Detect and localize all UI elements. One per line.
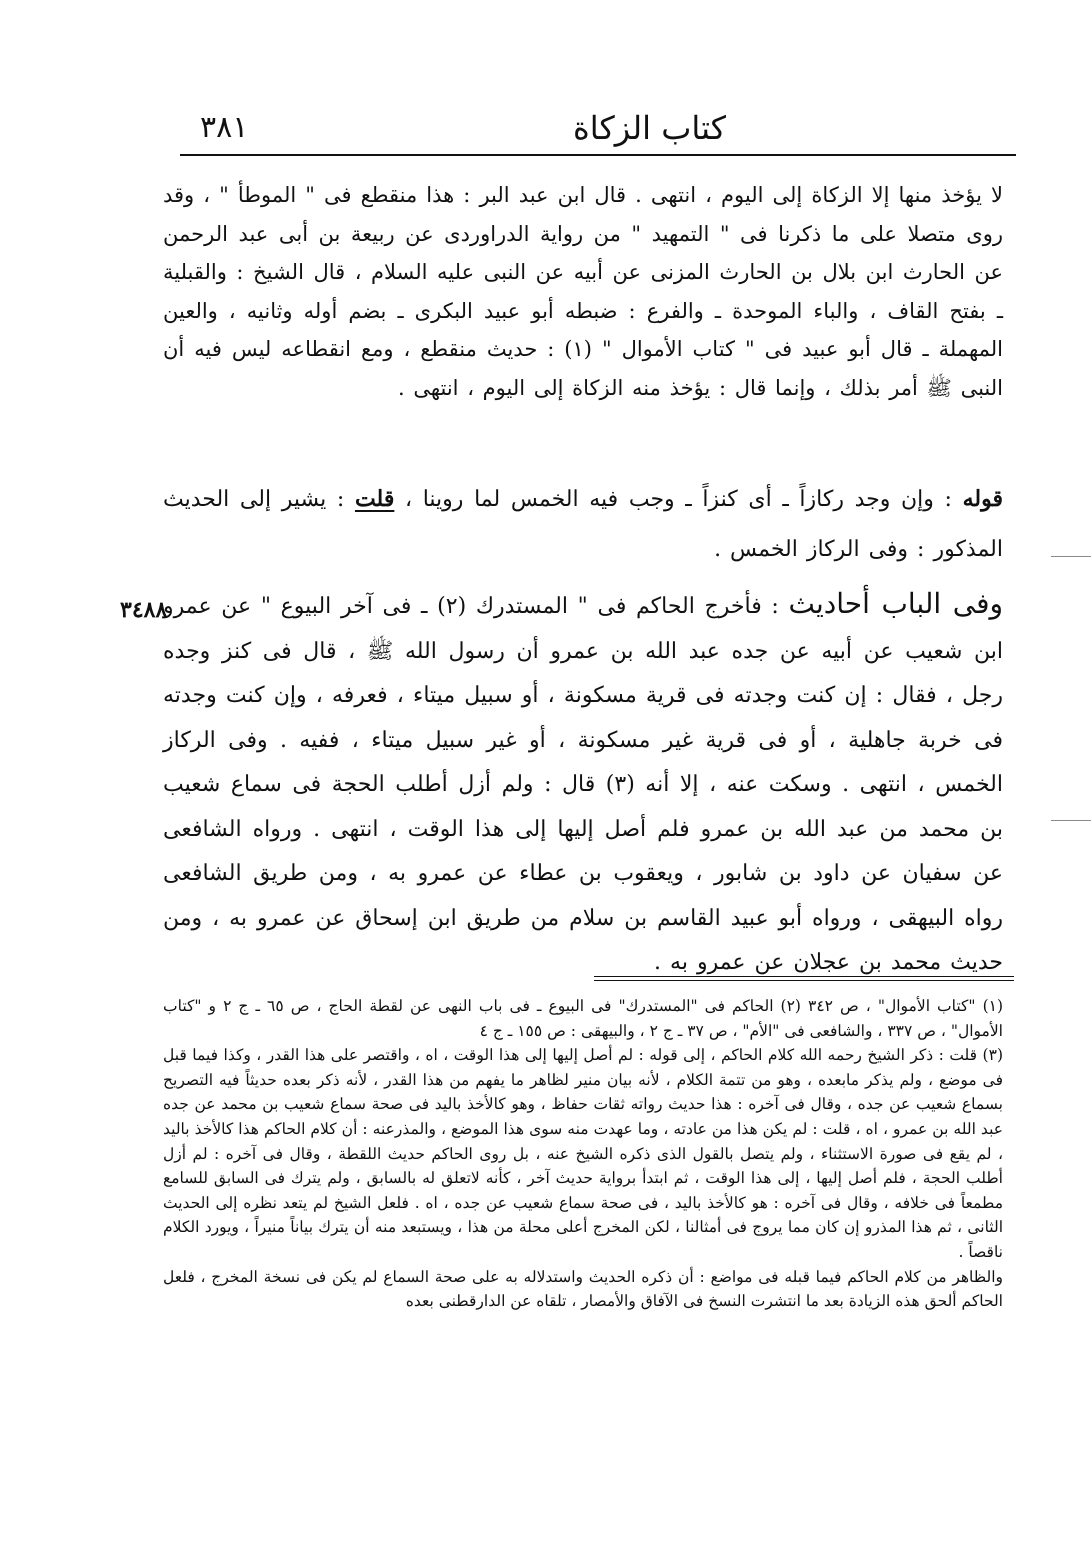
- page-title: كتاب الزكاة: [573, 109, 726, 147]
- paragraph-2: [163, 474, 1003, 575]
- footnote-3-continued: والظاهر من كلام الحاكم فيما قبله فى مواضع : أن ذكره الحديث واستدلاله به على صحة السماع لم يكن فى نسخة المخرج ، فلعل الحاكم ألحق هذه الزيادة بعد ما انتشرت النسخ فى الآفاق والأمصار ، تلقاه عن الدارقطنى بعده: [163, 1267, 1003, 1311]
- footnote-1-2: (١) "كتاب الأموال" ، ص ٣٤٢ (٢) الحاكم فى "المستدرك" فى البيوع ـ فى باب النهى عن لقطة الحاج ، ص ٦٥ ـ ج ٢ و "كتاب الأموال" ، ص ٣٣٧ ، والشافعى فى "الأم" ، ص ٣٧ ـ ج ٢ ، والبيهقى : ص ١٥٥ ـ ج ٤: [163, 997, 1004, 1040]
- paragraph-1: لا يؤخذ منها إلا الزكاة إلى اليوم ، انتهى . قال ابن عبد البر : هذا منقطع فى " الموطأ " ، وقد روى متصلا على ما ذكرنا فى " التمهيد " من رواية الدراوردى عن ربيعة بن أبى عبد الرحمن عن الحارث ابن بلال بن الحارث المزنى عن أبيه عن النبى عليه السلام ، قال الشيخ : والقبلية ـ بفتح القاف ، والباء الموحدة ـ والفرع : ضبطه أبو عبيد البكرى ـ بضم أوله وثانيه ، والعين المهملة ـ قال أبو عبيد فى " كتاب الأموال " (١) : حديث منقطع ، ومع انقطاعه ليس فيه أن النبى ﷺ أمر بذلك ، وإنما قال : يؤخذ منه الزكاة إلى اليوم ، انتهى .: [163, 183, 1003, 400]
- footnote-3: (٣) قلت : ذكر الشيخ رحمه الله كلام الحاكم ، إلى قوله : لم أصل إليها إلى هذا الوقت ، اه ، واقتصر على هذا القدر ، وكذا فيما قبل فى موضع ، ولم يذكر مابعده ، وهو من تتمة الكلام ، لأنه بيان منير لظاهر ما يفهم من هذا القدر ، لأنه ذكر بعده حديثاً فيه التصريح بسماع شعيب عن جده ، وقال فى آخره : هذا حديث رواته ثقات حفاظ ، وهو كالأخذ باليد فى صحة سماع شعيب بن محمد عن جده عبد الله بن عمرو ، اه ، قلت : لم يكن هذا من عادته ، وما عهدت منه سوى هذا الموضع ، والمذرعنه : أن كلام الحاكم هذا كالأخذ باليد ، لم يقع فى صورة الاستثناء ، ولم يتصل بالقول الذى ذكره الشيخ عنه ، بل روى الحاكم حديث اللقطة ، وقال فى آخره : لم أزل أطلب الحجة ، فلم أصل إليها ، إلى هذا الوقت ، ثم ابتدأ برواية حديث آخر ، كأنه لاتعلق له بالسابق ، ولم يترك فى السابق للسامع مطمعاً فى خلافه ، وقال فى آخره : هو كالأخذ باليد ، فى صحة سماع شعيب عن جده ، اه . فلعل الشيخ لم يتعد نظره إلى الحديث الثانى ، ثم هذا المذرو إن كان مما يروج فى أمثالنا ، لكن المخرج أعلى محلة من هذا ، ويستبعد منه أن يترك بياناً منيراً ، ويورد الكلام ناقصاً .: [163, 1046, 1003, 1261]
- running-head: [180, 104, 1016, 152]
- scan-edge-mark: [1051, 820, 1091, 821]
- paragraph-3-text: : فأخرج الحاكم فى " المستدرك (٢) ـ فى آخر البيوع " عن عمرو ابن شعيب عن أبيه عن جده عبد الله بن عمرو أن رسول الله ﷺ ، قال فى كنز وجده رجل ، فقال : إن كنت وجدته فى قرية مسكونة ، أو سبيل ميتاء ، فعرفه ، وإن كنت وجدته فى خربة جاهلية ، أو فى قرية غير مسكونة ، أو غير سبيل ميتاء ، ففيه . وفى الركاز الخمس ، انتهى . وسكت عنه ، إلا أنه (٣) قال : ولم أزل أطلب الحجة فى سماع شعيب بن محمد من عبد الله بن عمرو فلم أصل إليها إلى هذا الوقت ، انتهى . ورواه الشافعى عن سفيان عن داود بن شابور ، ويعقوب بن عطاء عن عمرو به ، ومن طريق الشافعى رواه البيهقى ، ورواه أبو عبيد القاسم بن سلام من طريق ابن إسحاق عن عمرو به ، ومن حديث محمد بن عجلان عن عمرو به .: [163, 594, 1003, 975]
- footnotes: [163, 994, 1003, 1314]
- paragraph-2-label: قوله: [962, 486, 1003, 512]
- page-number: ٣٨١: [200, 110, 249, 145]
- header-rule: [180, 154, 1016, 156]
- paragraph-2-text-a: : وإن وجد ركازاً ـ أى كنزاً ـ وجب فيه الخمس لما روينا ،: [394, 487, 963, 512]
- qalat-keyword: قلت: [354, 486, 395, 512]
- paragraph-3-lead: وفى الباب أحاديث: [788, 587, 1003, 620]
- paragraph-2-text-b: : يشير إلى الحديث المذكور : وفى الركاز الخمس .: [163, 487, 1003, 562]
- footnote-rule: [594, 976, 1014, 981]
- scan-edge-mark: [1051, 556, 1091, 557]
- hadith-number: ٣٤٨٨: [120, 597, 168, 623]
- paragraph-3: [163, 582, 1003, 986]
